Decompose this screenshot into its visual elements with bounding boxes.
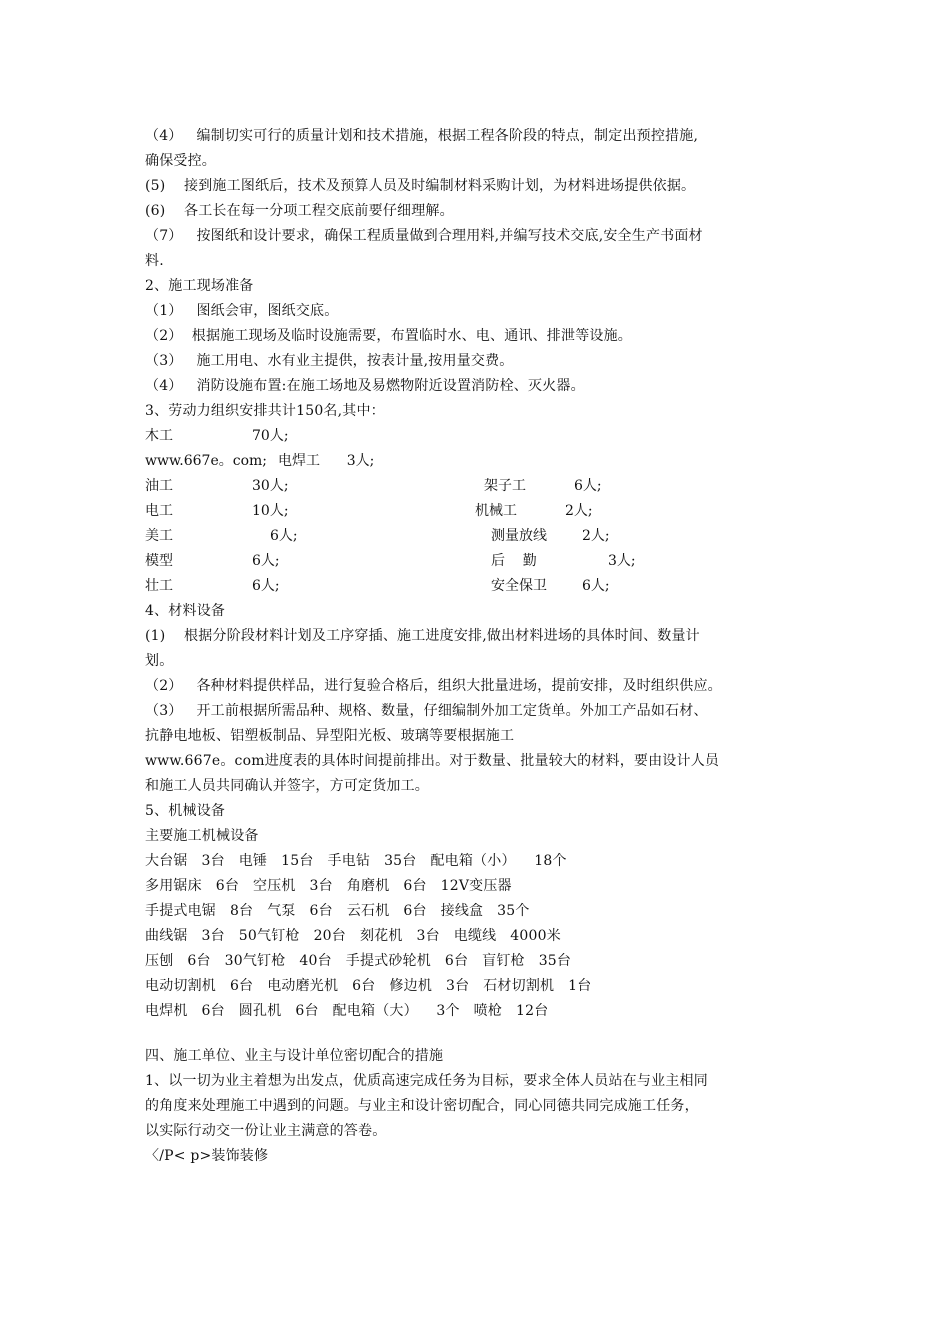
- site-item-3: （3） 施工用电、水有业主提供，按表计量,按用量交费。: [145, 353, 514, 369]
- machinery-row: 电动切割机 6台 电动磨光机 6台 修边机 3台 石材切割机 1台: [145, 978, 592, 994]
- quality-item-4-cont: 确保受控。: [145, 153, 216, 169]
- labor-role: 后 勤: [491, 553, 537, 569]
- labor-count: 3人;: [608, 553, 636, 569]
- labor-count: 电焊工 3人;: [278, 453, 375, 469]
- machinery-row: 压刨 6台 30气钉枪 40台 手提式砂轮机 6台 盲钉枪 35台: [145, 953, 572, 969]
- labor-count: 2人;: [565, 503, 593, 519]
- materials-heading: 4、材料设备: [145, 603, 226, 619]
- quality-item-5: (5) 接到施工图纸后，技术及预算人员及时编制材料采购计划，为材料进场提供依据。: [145, 178, 696, 194]
- quality-item-6: (6) 各工长在每一分项工程交底前要仔细理解。: [145, 203, 454, 219]
- machinery-row: 手提式电锯 8台 气泵 6台 云石机 6台 接线盒 35个: [145, 903, 530, 919]
- materials-item-3-cont: 和施工人员共同确认并签字，方可定货加工。: [145, 778, 429, 794]
- labor-count: 10人;: [252, 503, 289, 519]
- labor-role: 电工: [145, 503, 173, 519]
- materials-item-1: (1) 根据分阶段材料计划及工序穿插、施工进度安排,做出材料进场的具体时间、数量计: [145, 628, 700, 644]
- machinery-row: 曲线锯 3台 50气钉枪 20台 刻花机 3台 电缆线 4000米: [145, 928, 561, 944]
- labor-count: 70人;: [252, 428, 289, 444]
- labor-role: 架子工: [484, 478, 526, 494]
- site-item-1: （1） 图纸会审，图纸交底。: [145, 303, 339, 319]
- cooperation-paragraph-cont: 以实际行动交一份让业主满意的答卷。: [145, 1123, 387, 1139]
- labor-count: 6人;: [270, 528, 298, 544]
- site-item-2: （2） 根据施工现场及临时设施需要，布置临时水、电、通讯、排泄等设施。: [145, 328, 633, 344]
- labor-role: www.667e。com;: [145, 453, 268, 469]
- labor-role: 测量放线: [491, 528, 547, 544]
- labor-count: 6人;: [252, 553, 280, 569]
- machinery-heading: 5、机械设备: [145, 803, 226, 819]
- materials-item-1-cont: 划。: [145, 653, 174, 669]
- tail-text: 〈/P< p>装饰装修: [145, 1148, 269, 1164]
- labor-count: 6人;: [574, 478, 602, 494]
- labor-count: 2人;: [582, 528, 610, 544]
- labor-role: 壮工: [145, 578, 173, 594]
- machinery-subheading: 主要施工机械设备: [145, 828, 259, 844]
- labor-role: 安全保卫: [491, 578, 547, 594]
- labor-role: 美工: [145, 528, 173, 544]
- quality-item-4: （4） 编制切实可行的质量计划和技术措施，根据工程各阶段的特点，制定出预控措施,: [145, 128, 699, 144]
- labor-role: 油工: [145, 478, 173, 494]
- labor-heading: 3、劳动力组织安排共计150名,其中：: [145, 403, 385, 419]
- site-heading: 2、施工现场准备: [145, 278, 254, 294]
- materials-item-2: （2） 各种材料提供样品，进行复验合格后，组织大批量进场，提前安排，及时组织供应。: [145, 678, 722, 694]
- machinery-row: 多用锯床 6台 空压机 3台 角磨机 6台 12V变压器: [145, 878, 512, 894]
- machinery-row: 大台锯 3台 电锤 15台 手电钻 35台 配电箱（小） 18个: [145, 853, 567, 869]
- cooperation-paragraph: 1、以一切为业主着想为出发点，优质高速完成任务为目标，要求全体人员站在与业主相同: [145, 1073, 708, 1089]
- labor-role: 机械工: [475, 503, 517, 519]
- materials-item-3-cont: 抗静电地板、铝塑板制品、异型阳光板、玻璃等要根据施工: [145, 728, 515, 744]
- labor-count: 30人;: [252, 478, 289, 494]
- machinery-row: 电焊机 6台 圆孔机 6台 配电箱（大） 3个 喷枪 12台: [145, 1003, 549, 1019]
- labor-count: 6人;: [252, 578, 280, 594]
- materials-item-3: （3） 开工前根据所需品种、规格、数量，仔细编制外加工定货单。外加工产品如石材、: [145, 703, 708, 719]
- materials-item-3-cont: www.667e。com进度表的具体时间提前排出。对于数量、批量较大的材料，要由设计人员: [145, 753, 720, 769]
- quality-item-7: （7） 按图纸和设计要求，确保工程质量做到合理用料,并编写技术交底,安全生产书面材: [145, 228, 703, 244]
- labor-role: 模型: [145, 553, 173, 569]
- labor-role: 木工: [145, 428, 173, 444]
- labor-count: 6人;: [582, 578, 610, 594]
- cooperation-heading: 四、施工单位、业主与设计单位密切配合的措施: [145, 1048, 444, 1064]
- cooperation-paragraph-cont: 的角度来处理施工中遇到的问题。与业主和设计密切配合，同心同德共同完成施工任务，: [145, 1098, 699, 1114]
- quality-item-7-cont: 料.: [145, 253, 164, 269]
- site-item-4: （4） 消防设施布置:在施工场地及易燃物附近设置消防栓、灭火器。: [145, 378, 585, 394]
